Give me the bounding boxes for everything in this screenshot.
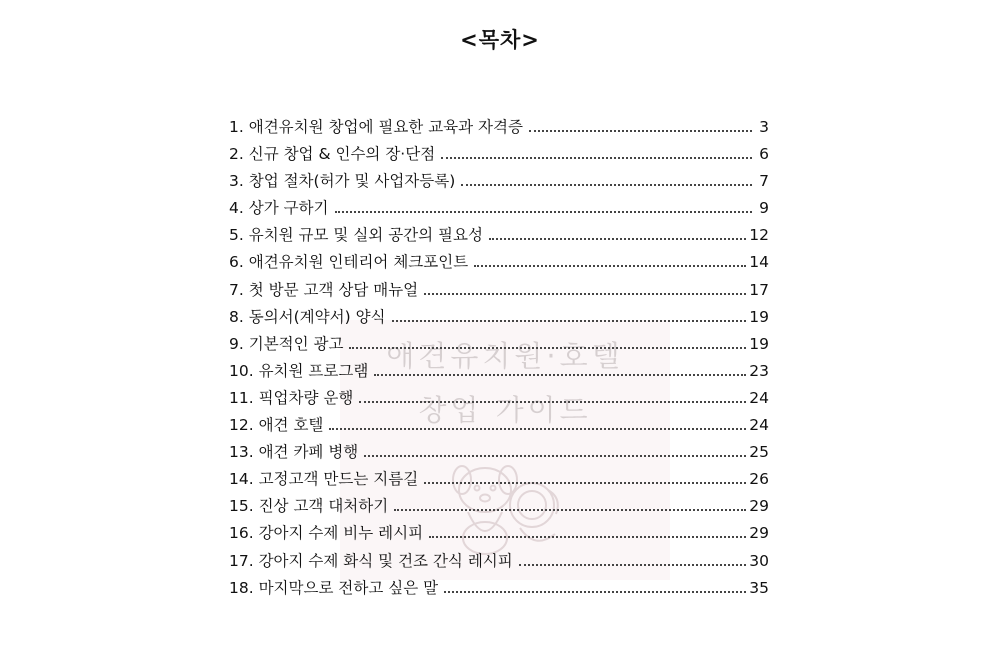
dot-leader: [424, 293, 746, 295]
toc-entry-title: 2. 신규 창업 & 인수의 장·단점: [229, 145, 436, 164]
toc-entry-page: 19: [749, 307, 769, 326]
toc-entry[interactable]: [229, 250, 769, 277]
toc-entry-title: 9. 기본적인 광고: [229, 334, 344, 353]
toc-entry-title: 11. 픽업차량 운행: [229, 388, 354, 407]
toc-entry-title: 10. 유치원 프로그램: [229, 361, 369, 380]
dot-leader: [461, 184, 752, 186]
dot-leader: [349, 347, 746, 349]
toc-entry[interactable]: [229, 332, 769, 359]
toc-entry-title: 4. 상가 구하기: [229, 199, 329, 218]
toc-entry[interactable]: [229, 576, 769, 603]
dot-leader: [529, 130, 752, 132]
toc-entry-page: 23: [749, 361, 769, 380]
dot-leader: [392, 320, 747, 322]
table-of-contents: [229, 115, 769, 603]
toc-entry[interactable]: [229, 359, 769, 386]
toc-entry-page: 19: [749, 334, 769, 353]
dot-leader: [359, 401, 746, 403]
dot-leader: [489, 238, 746, 240]
toc-entry[interactable]: [229, 467, 769, 494]
toc-entry[interactable]: [229, 115, 769, 142]
toc-entry-title: 13. 애견 카페 병행: [229, 443, 359, 462]
toc-entry-page: 3: [759, 118, 769, 136]
toc-entry-page: 14: [749, 253, 769, 272]
toc-entry[interactable]: [229, 494, 769, 521]
toc-entry[interactable]: [229, 142, 769, 169]
toc-entry[interactable]: [229, 549, 769, 576]
toc-entry[interactable]: [229, 521, 769, 548]
toc-entry[interactable]: [229, 413, 769, 440]
toc-entry-page: 35: [749, 578, 769, 597]
toc-entry-page: 6: [759, 145, 769, 164]
toc-entry-page: 12: [749, 226, 769, 245]
toc-entry-title: 8. 동의서(계약서) 양식: [229, 307, 386, 326]
dot-leader: [394, 509, 746, 511]
dot-leader: [474, 265, 746, 267]
dot-leader: [441, 157, 752, 159]
toc-entry-title: 16. 강아지 수제 비누 레시피: [229, 524, 424, 543]
toc-entry[interactable]: [229, 305, 769, 332]
toc-entry-page: 29: [749, 524, 769, 543]
toc-entry[interactable]: [229, 386, 769, 413]
watermark-subtitle: 창업 가이드: [418, 393, 592, 427]
toc-entry-page: 24: [749, 416, 769, 435]
toc-entry[interactable]: [229, 278, 769, 305]
toc-entry-page: 7: [759, 172, 769, 191]
dot-leader: [364, 455, 746, 457]
toc-entry-title: 7. 첫 방문 고객 상담 매뉴얼: [229, 280, 419, 299]
toc-entry[interactable]: [229, 169, 769, 196]
toc-entry[interactable]: [229, 196, 769, 223]
page-title: <목차>: [460, 28, 540, 52]
toc-entry-title: 14. 고정고객 만드는 지름길: [229, 470, 419, 489]
dot-leader: [335, 211, 752, 213]
toc-entry-page: 30: [749, 551, 769, 570]
toc-entry-title: 18. 마지막으로 전하고 싶은 말: [229, 578, 439, 597]
toc-entry-title: 3. 창업 절차(허가 및 사업자등록): [229, 172, 456, 191]
toc-entry-title: 6. 애견유치원 인테리어 체크포인트: [229, 253, 469, 272]
toc-entry[interactable]: [229, 223, 769, 250]
dot-leader: [424, 482, 746, 484]
dot-leader: [444, 591, 746, 593]
toc-entry-title: 5. 유치원 규모 및 실외 공간의 필요성: [229, 226, 483, 245]
watermark-title: 애견유치원·호텔: [386, 339, 624, 373]
dot-leader: [374, 374, 746, 376]
dot-leader: [519, 564, 747, 566]
toc-entry-page: 9: [759, 199, 769, 218]
toc-entry-page: 29: [749, 497, 769, 516]
toc-entry-title: 15. 진상 고객 대처하기: [229, 497, 389, 516]
toc-entry-title: 1. 애견유치원 창업에 필요한 교육과 자격증: [229, 118, 523, 136]
toc-entry-page: 17: [749, 280, 769, 299]
dot-leader: [429, 536, 746, 538]
toc-entry-page: 24: [749, 388, 769, 407]
toc-entry-page: 26: [749, 470, 769, 489]
toc-entry-title: 17. 강아지 수제 화식 및 건조 간식 레시피: [229, 551, 513, 570]
toc-entry-title: 12. 애견 호텔: [229, 416, 324, 435]
dot-leader: [329, 428, 746, 430]
toc-entry-page: 25: [749, 443, 769, 462]
toc-entry[interactable]: [229, 440, 769, 467]
